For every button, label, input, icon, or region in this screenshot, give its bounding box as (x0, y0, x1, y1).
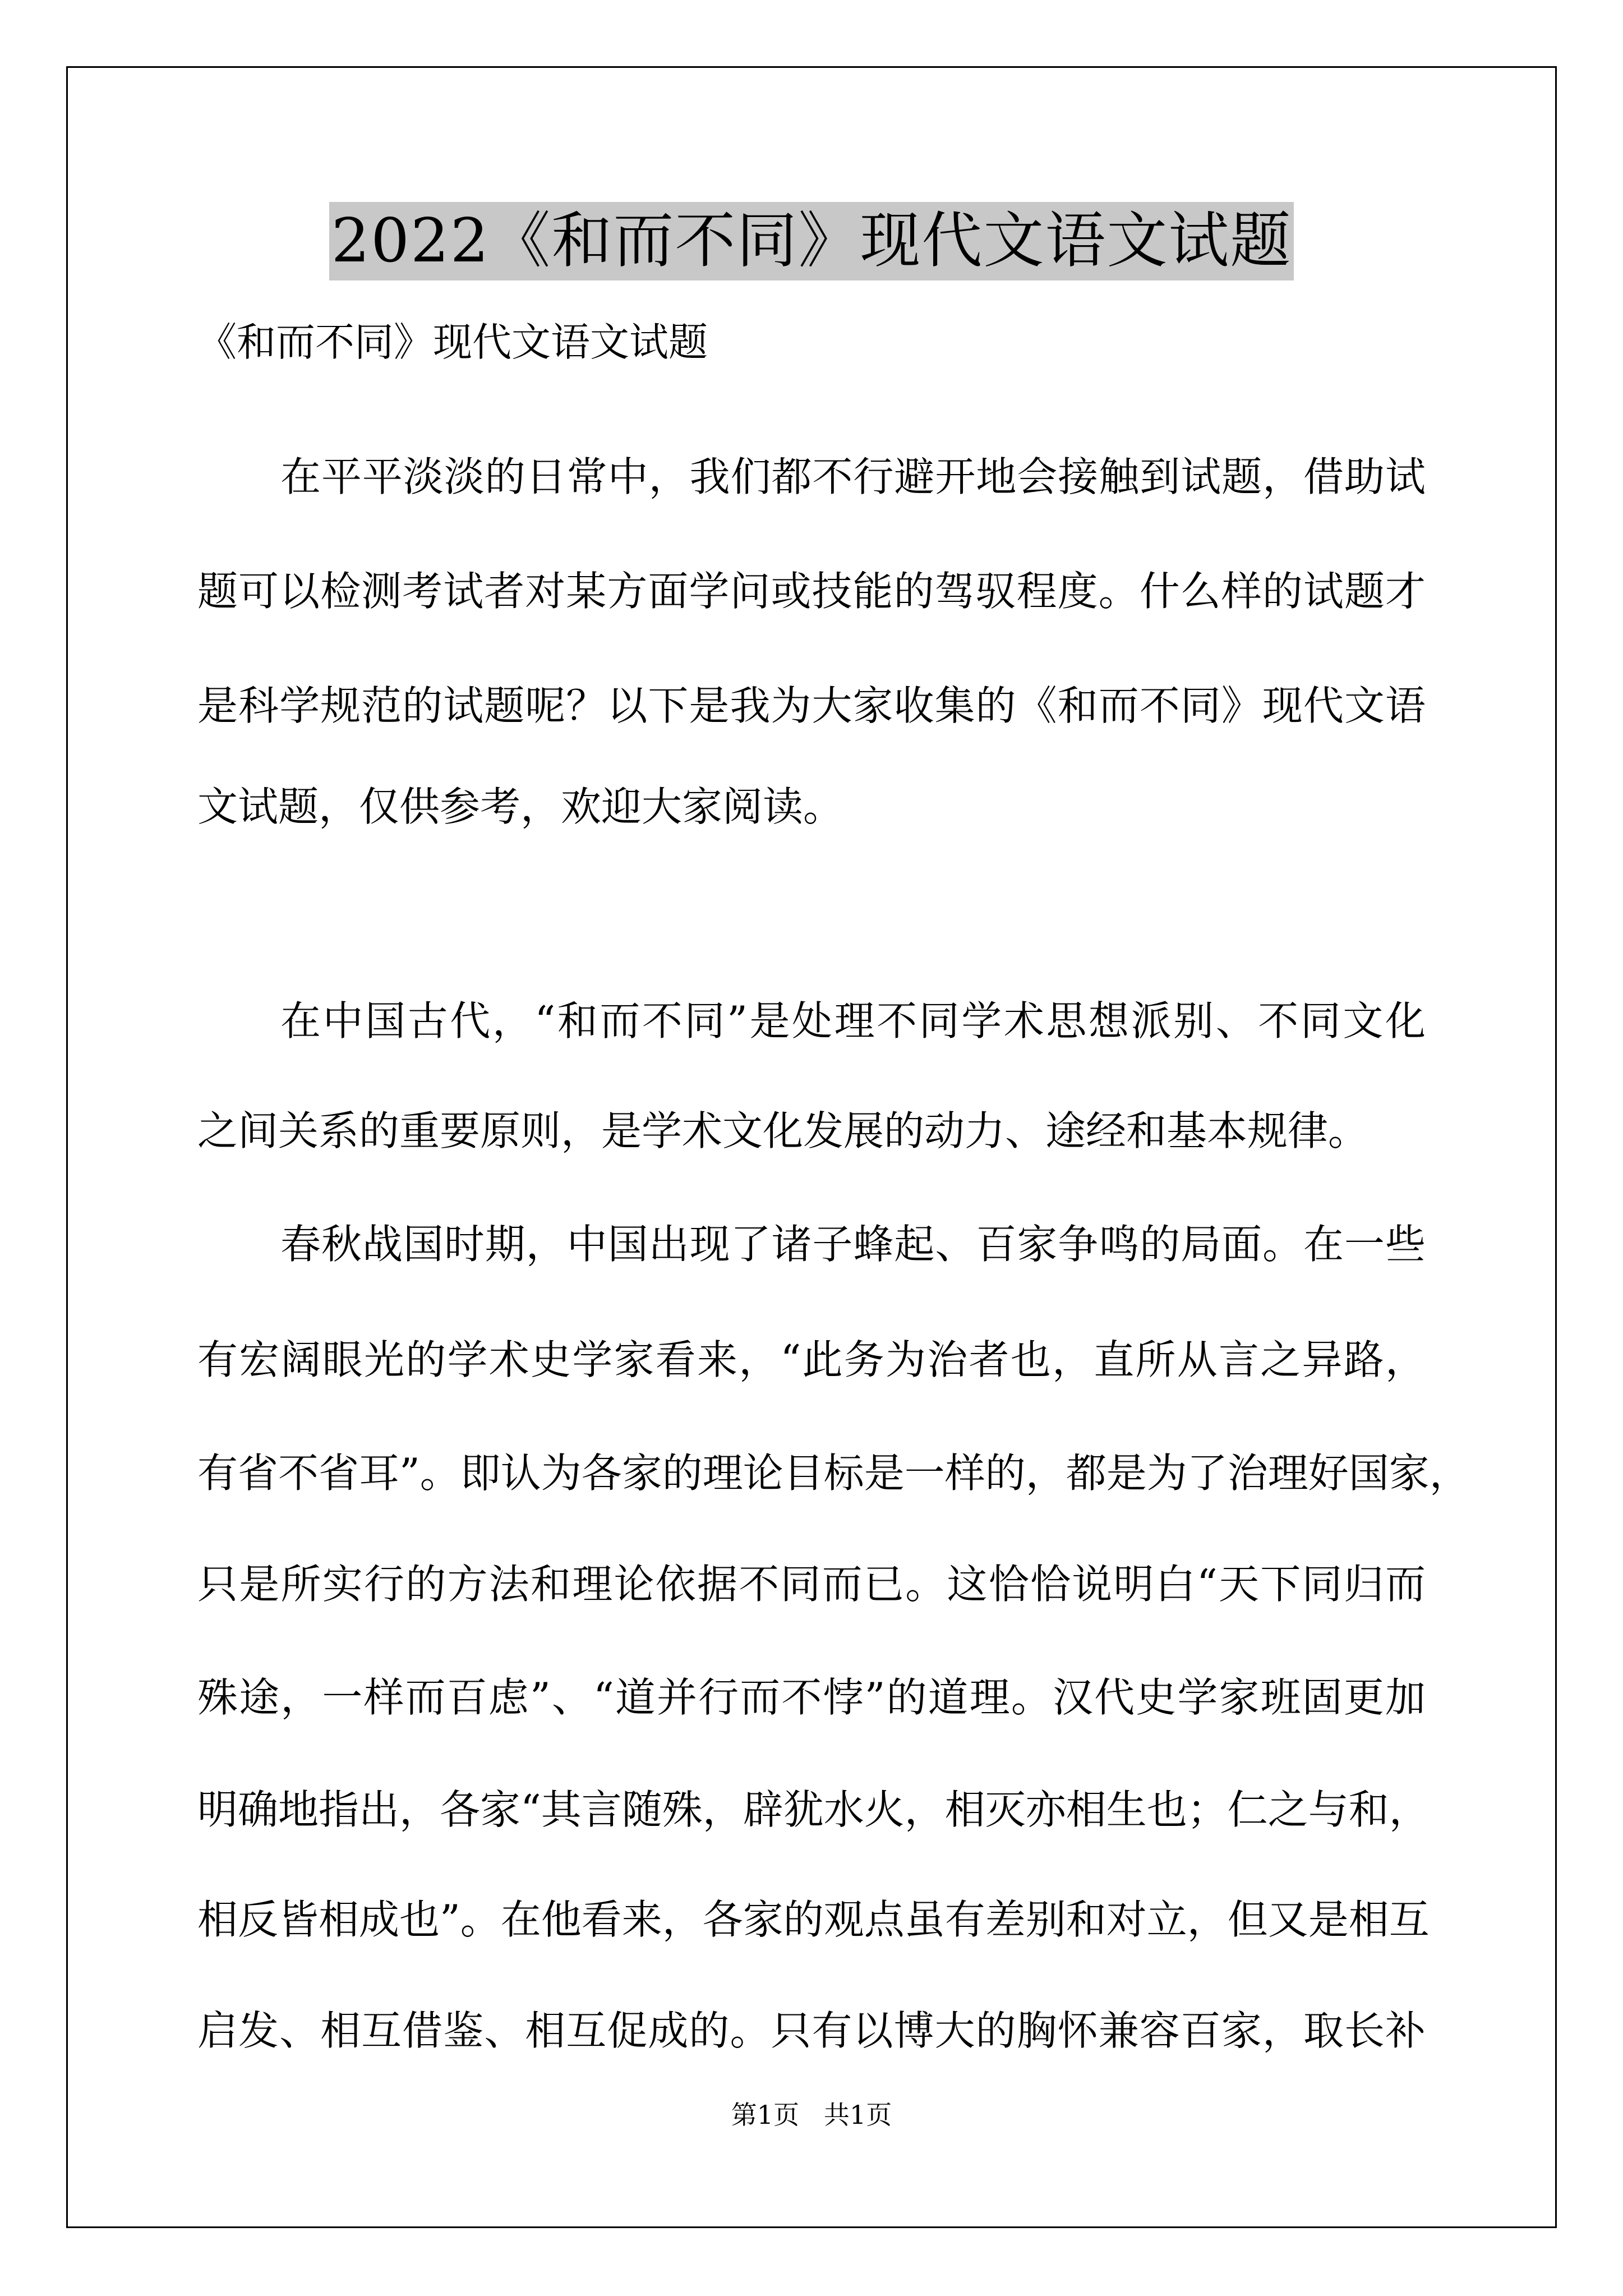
text-line-13: 相反皆相成也”。在他看来，各家的观点虽有差别和对立，但又是相互 (197, 1896, 1430, 1943)
text-line-3: 是科学规范的试题呢？以下是我为大家收集的《和而不同》现代文语 (197, 682, 1426, 729)
page-footer: 第1页 共1页 (731, 2100, 892, 2130)
text-line-11: 殊途，一样而百虑”、“道并行而不悖”的道理。汉代史学家班固更加 (197, 1674, 1426, 1721)
text-line-1: 在平平淡淡的日常中，我们都不行避开地会接触到试题，借助试 (280, 453, 1426, 500)
text-line-10: 只是所实行的方法和理论依据不同而已。这恰恰说明白“天下同归而 (197, 1561, 1426, 1608)
text-line-12: 明确地指出，各家“其言随殊，辟犹水火，相灭亦相生也；仁之与和， (197, 1786, 1430, 1833)
text-line-8: 有宏阔眼光的学术史学家看来，“此务为治者也，直所从言之异路， (197, 1336, 1426, 1383)
text-line-14: 启发、相互借鉴、相互促成的。只有以博大的胸怀兼容百家，取长补 (197, 2007, 1426, 2054)
text-line-9: 有省不省耳”。即认为各家的理论目标是一样的，都是为了治理好国家， (197, 1450, 1470, 1497)
text-line-6: 之间关系的重要原则，是学术文化发展的动力、途经和基本规律。 (197, 1107, 1369, 1154)
text-line-2: 题可以检测考试者对某方面学问或技能的驾驭程度。什么样的试题才 (197, 568, 1426, 615)
document-title: 2022《和而不同》现代文语文试题 (329, 202, 1294, 280)
text-line-4: 文试题，仅供参考，欢迎大家阅读。 (197, 783, 844, 830)
title-wrapper (0, 202, 1623, 280)
text-line-5: 在中国古代，“和而不同”是处理不同学术思想派别、不同文化 (280, 997, 1426, 1045)
text-line-7: 春秋战国时期，中国出现了诸子蜂起、百家争鸣的局面。在一些 (280, 1221, 1426, 1268)
document-subtitle: 《和而不同》现代文语文试题 (197, 319, 708, 365)
